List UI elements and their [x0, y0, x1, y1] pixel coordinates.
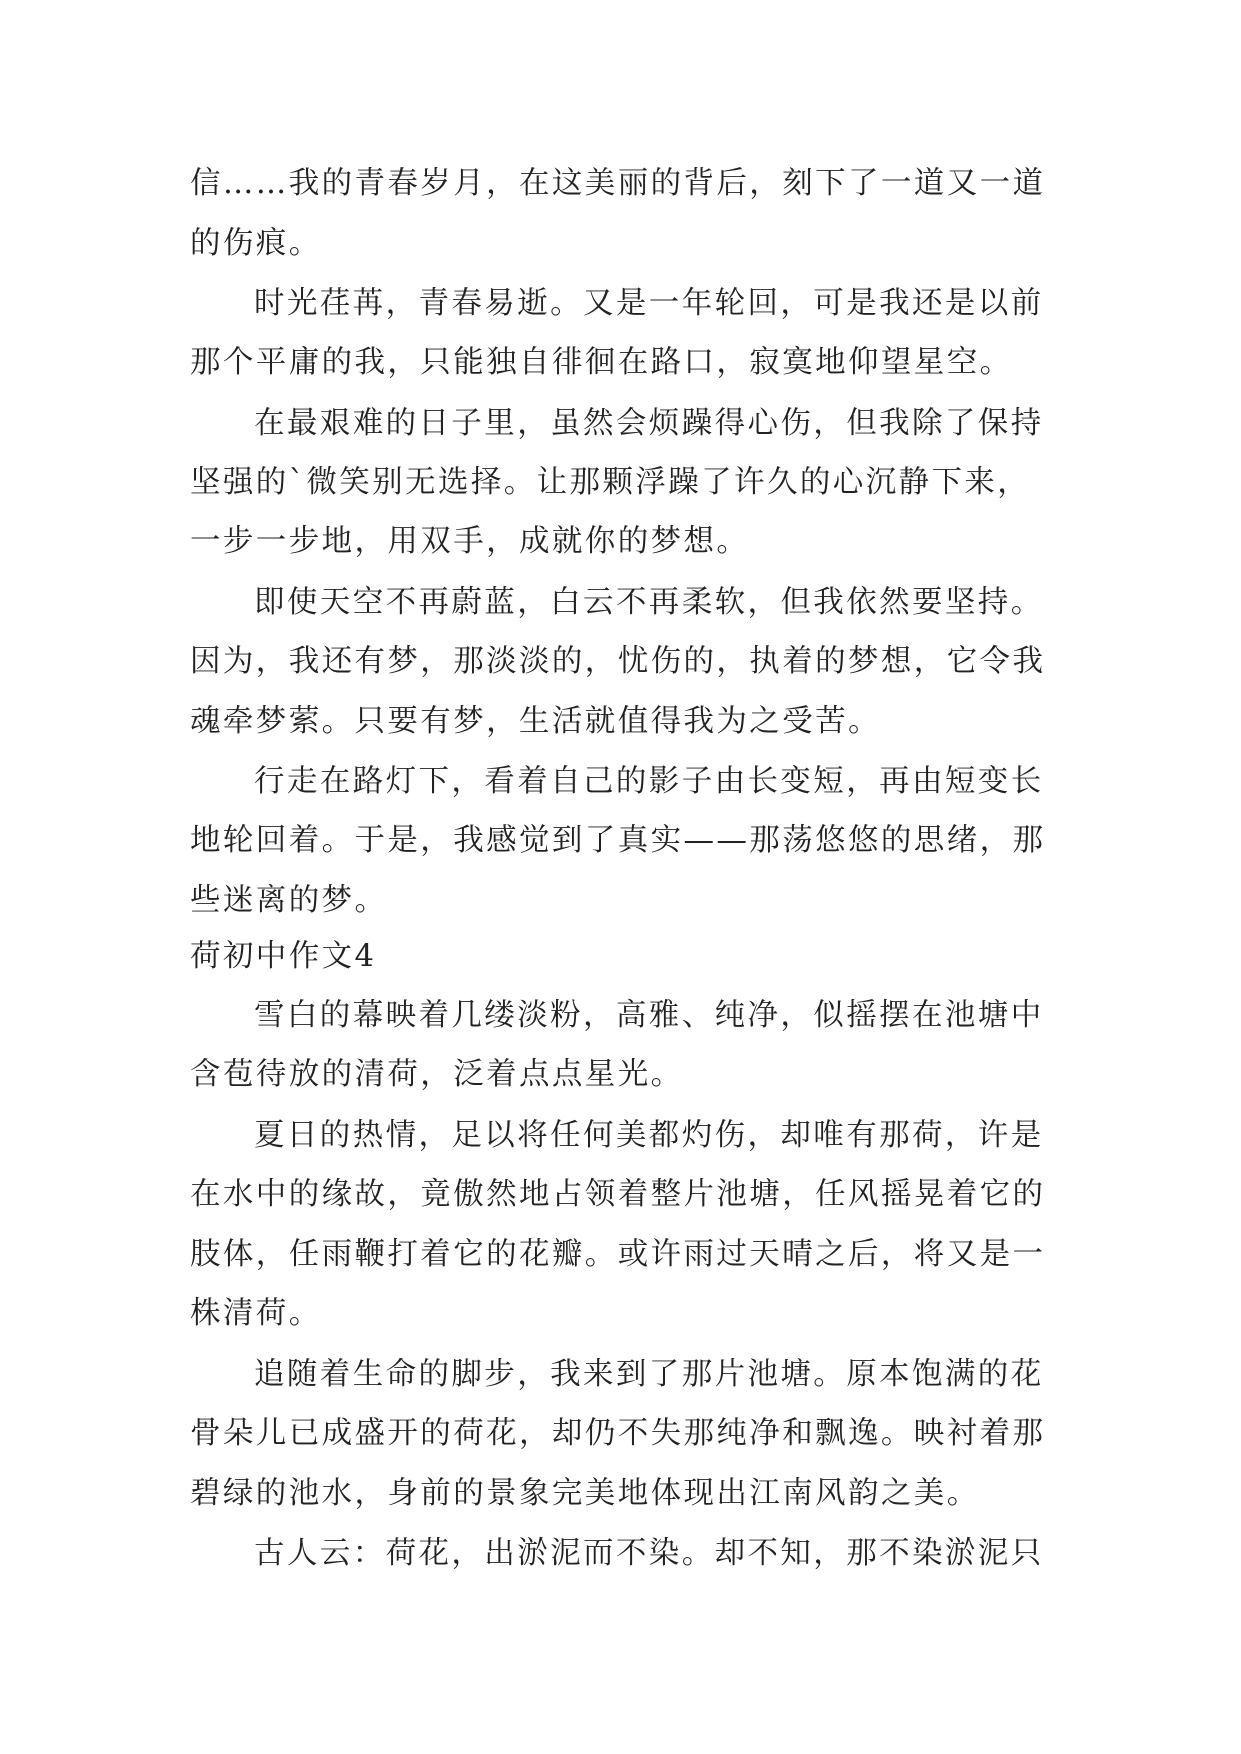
text-line: 在水中的缘故，竟傲然地占领着整片池塘，任风摇晃着它的	[190, 1177, 1046, 1212]
text-line: 骨朵儿已成盛开的荷花，却仍不失那纯净和飘逸。映衬着那	[190, 1416, 1046, 1451]
paragraph-first-line: 夏日的热情，足以将任何美都灼伤，却唯有那荷，许是	[254, 1118, 1044, 1153]
paragraph-first-line: 时光荏苒，青春易逝。又是一年轮回，可是我还是以前	[254, 286, 1044, 321]
text-line: 含苞待放的清荷，泛着点点星光。	[190, 1057, 684, 1092]
text-line: 地轮回着。于是，我感觉到了真实——那荡悠悠的思绪，那	[190, 823, 1046, 858]
text-line: 魂牵梦萦。只要有梦，生活就值得我为之受苦。	[190, 704, 881, 739]
paragraph-first-line: 古人云：荷花，出淤泥而不染。却不知，那不染淤泥只	[254, 1536, 1044, 1571]
paragraph-first-line: 追随着生命的脚步，我来到了那片池塘。原本饱满的花	[254, 1357, 1044, 1392]
paragraph-first-line: 即使天空不再蔚蓝，白云不再柔软，但我依然要坚持。	[254, 585, 1044, 620]
text-line: 碧绿的池水，身前的景象完美地体现出江南风韵之美。	[190, 1476, 980, 1511]
text-line: 些迷离的梦。	[190, 883, 388, 918]
text-line: 的伤痕。	[190, 226, 322, 261]
paragraph-first-line: 行走在路灯下，看着自己的影子由长变短，再由短变长	[254, 764, 1044, 799]
paragraph-first-line: 在最艰难的日子里，虽然会烦躁得心伤，但我除了保持	[254, 406, 1044, 441]
text-line: 信……我的青春岁月，在这美丽的背后，刻下了一道又一道	[190, 166, 1046, 201]
text-line: 那个平庸的我，只能独自徘徊在路口，寂寞地仰望星空。	[190, 345, 1013, 380]
text-line: 株清荷。	[190, 1296, 322, 1331]
text-line: 坚强的`微笑别无选择。让那颗浮躁了许久的心沉静下来，	[190, 465, 1031, 500]
text-line: 因为，我还有梦，那淡淡的，忧伤的，执着的梦想，它令我	[190, 644, 1046, 679]
section-heading: 荷初中作文4	[190, 939, 377, 974]
paragraph-first-line: 雪白的幕映着几缕淡粉，高雅、纯净，似摇摆在池塘中	[254, 998, 1044, 1033]
text-line: 肢体，任雨鞭打着它的花瓣。或许雨过天晴之后，将又是一	[190, 1237, 1046, 1272]
text-line: 一步一步地，用双手，成就你的梦想。	[190, 524, 750, 559]
